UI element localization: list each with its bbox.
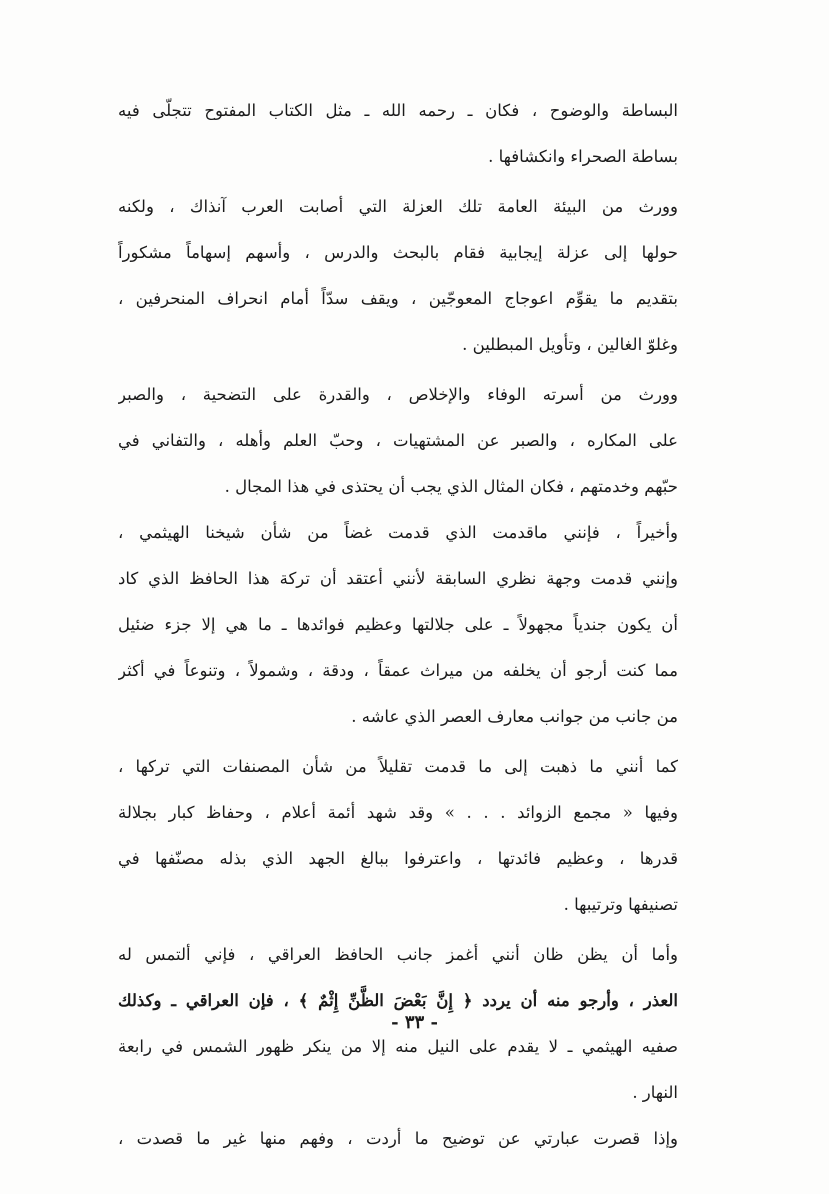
text-line: أن يكون جندياً مجهولاً ـ على جلالتها وعظيم فوائدها ـ ما هي إلا جزء ضئيل bbox=[118, 615, 678, 634]
text-line: النهار . bbox=[632, 1083, 678, 1102]
text-line: العذر ، وأرجو منه أن يردد ﴿ إِنَّ بَعْضَ الظَّنِّ إِثْمٌ ﴾ ، فإن العراقي ـ وكذلك bbox=[118, 991, 678, 1010]
text-line: البساطة والوضوح ، فكان ـ رحمه الله ـ مثل الكتاب المفتوح تتجلّى فيه bbox=[118, 101, 678, 120]
text-line: صفيه الهيثمي ـ لا يقدم على النيل منه إلا من ينكر ظهور الشمس في رابعة bbox=[118, 1037, 678, 1056]
text-line: وورث من أسرته الوفاء والإخلاص ، والقدرة على التضحية ، والصبر bbox=[118, 385, 678, 404]
text-line: وغلوّ الغالين ، وتأويل المبطلين . bbox=[462, 335, 678, 354]
text-line: على المكاره ، والصبر عن المشتهيات ، وحبّ العلم وأهله ، والتفاني في bbox=[118, 431, 678, 450]
text-line: وإذا قصرت عبارتي عن توضيح ما أردت ، وفهم منها غير ما قصدت ، bbox=[118, 1129, 678, 1148]
text-line: كما أنني ما ذهبت إلى ما قدمت تقليلاً من شأن المصنفات التي تركها ، bbox=[118, 757, 678, 776]
text-line: حبّهم وخدمتهم ، فكان المثال الذي يجب أن يحتذى في هذا المجال . bbox=[224, 477, 678, 496]
text-line: مما كنت أرجو أن يخلفه من ميراث عمقاً ، ودقة ، وشمولاً ، وتنوعاً في أكثر bbox=[118, 661, 678, 680]
text-line: من جانب من جوانب معارف العصر الذي عاشه . bbox=[351, 707, 678, 726]
text-line: بتقديم ما يقوِّم اعوجاج المعوجّين ، ويقف سدّاً أمام انحراف المنحرفين ، bbox=[118, 289, 678, 308]
text-line: تصنيفها وترتيبها . bbox=[563, 895, 678, 914]
text-line: وإنني قدمت وجهة نظري السابقة لأنني أعتقد أن تركة هذا الحافظ الذي كاد bbox=[118, 569, 678, 588]
page-number: - ٣٣ - bbox=[391, 1012, 438, 1033]
text-line: بساطة الصحراء وانكشافها . bbox=[488, 147, 678, 166]
text-line: وأخيراً ، فإنني ماقدمت الذي قدمت غضاً من شأن شيخنا الهيثمي ، bbox=[118, 523, 678, 542]
text-line: قدرها ، وعظيم فائدتها ، واعترفوا ببالغ الجهد الذي بذله مصنّفها في bbox=[118, 849, 678, 868]
text-line: حولها إلى عزلة إيجابية فقام بالبحث والدرس ، وأسهم إسهاماً مشكوراً bbox=[118, 243, 678, 262]
text-line: وورث من البيئة العامة تلك العزلة التي أصابت العرب آنذاك ، ولكنه bbox=[118, 197, 678, 216]
body-text bbox=[118, 88, 678, 1162]
text-line: وأما أن يظن ظان أنني أغمز جانب الحافظ العراقي ، فإني ألتمس له bbox=[118, 945, 678, 964]
text-line: وفيها « مجمع الزوائد . . . » وقد شهد أئمة أعلام ، وحفاظ كبار بجلالة bbox=[118, 803, 678, 822]
